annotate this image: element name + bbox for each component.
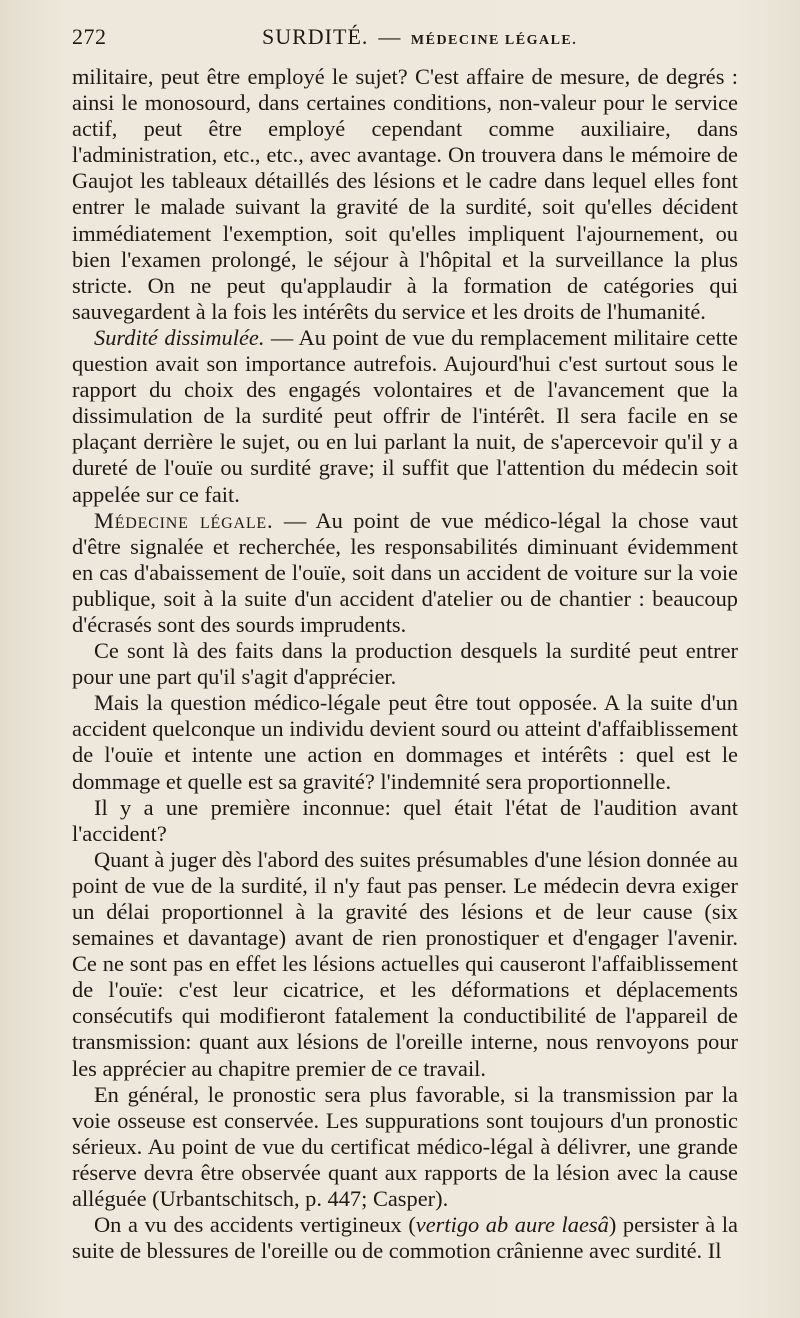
paragraph-prognosis: En général, le pronostic sera plus favorable, si la transmission par la voie osseuse est conservée. Les suppurations sont toujours d'un pronostic sérieux. Au point de vue du certificat médico-légal à délivrer, une grande réserve devra être observée quant aux rapports de la lésion avec la cause alléguée (Urbantschitsch, p. 447; Casper). [72,1081,738,1212]
section-heading-legal-medicine: Médecine légale. [94,507,274,533]
paragraph-dissimulated-deafness [72,325,738,508]
running-head-separator: — [378,24,401,49]
paragraph-text-after: ) persister à la suite de blessures de l'oreille ou de commotion crânienne avec surdité. Il [72,1212,738,1264]
running-subtitle: MÉDECINE LÉGALE. [410,33,578,48]
paragraph-text: — Au point de vue médico-légal la chose vaut d'être signalée et recherchée, les responsabilités diminuant évidemment en cas d'abaissement de l'ouïe, soit dans un accident de voiture sur la voie publique, soit à la suite d'un accident d'atelier ou de chantier : beaucoup d'écrasés sont des sourds imprudents. [72,507,738,637]
paragraph-first-unknown: Il y a une première inconnue: quel était l'état de l'audition avant l'accident? [72,794,738,846]
running-head [72,24,738,64]
paragraph-facts-production: Ce sont là des faits dans la production desquels la surdité peut entrer pour une part qu'il s'agit d'apprécier. [72,638,738,690]
running-title: SURDITÉ. [262,24,369,49]
section-heading-dissimulated-deafness: Surdité dissimulée. [94,324,265,350]
latin-phrase: vertigo ab aure laesâ [415,1212,609,1238]
paragraph-opposite-question: Mais la question médico-légale peut être tout opposée. A la suite d'un accident quelconque un individu devient sourd ou atteint d'affaiblissement de l'ouïe et intente une action en dommages et intérêts : quel est le dommage et quelle est sa gravité? l'indemnité sera proportionnelle. [72,690,738,794]
paragraph-judging-consequences: Quant à juger dès l'abord des suites présumables d'une lésion donnée au point de vue de la surdité, il n'y faut pas penser. Le médecin devra exiger un délai proportionnel à la gravité des lésions et de leur cause (six semaines et davantage) avant de rien pronostiquer et d'engager l'avenir. Ce ne sont pas en effet les lésions actuelles qui causeront l'affaiblissement de l'ouïe: c'est leur cicatrice, et les déformations et déplacements consécutifs qui modifieront fatalement la conductibilité de l'appareil de transmission: quant aux lésions de l'oreille interne, nous renvoyons pour les apprécier au chapitre premier de ce travail. [72,846,738,1081]
paragraph-text: — Au point de vue du remplacement militaire cette question avait son importance autrefois. Aujourd'hui c'est surtout sous le rapport du choix des engagés volontaires et de l'avancement que la dissimulation de la surdité peut offrir de l'intérêt. Il sera facile en se plaçant derrière le sujet, ou en lui parlant la nuit, de s'apercevoir qu'il y a dureté de l'ouïe ou surdité grave; il suffit que l'attention du médecin soit appelée sur ce fait. [72,324,738,507]
page-number: 272 [72,24,107,49]
paragraph-vertigo [72,1212,738,1264]
paragraph-text-before: On a vu des accidents vertigineux ( [94,1212,416,1238]
paragraph-military-employment: militaire, peut être employé le sujet? C'est affaire de mesure, de degrés : ainsi le monosourd, dans certaines conditions, non-valeur pour le service actif, peut être employé cependant comme auxiliaire, dans l'administration, etc., etc., avec avantage. On trouvera dans le mémoire de Gaujot les tableaux détaillés des lésions et le cadre dans lequel elles font entrer le malade suivant la gravité de la surdité, soit qu'elles décident immédiatement l'exemption, soit qu'elles impliquent l'ajournement, ou bien l'examen prolongé, le séjour à l'hôpital et la surveillance la plus stricte. On ne peut qu'applaudir à la formation de catégories qui sauvegardent à la fois les intérêts du service et les droits de l'humanité. [72,64,738,324]
body-text [72,64,738,1264]
paragraph-legal-medicine [72,508,738,638]
